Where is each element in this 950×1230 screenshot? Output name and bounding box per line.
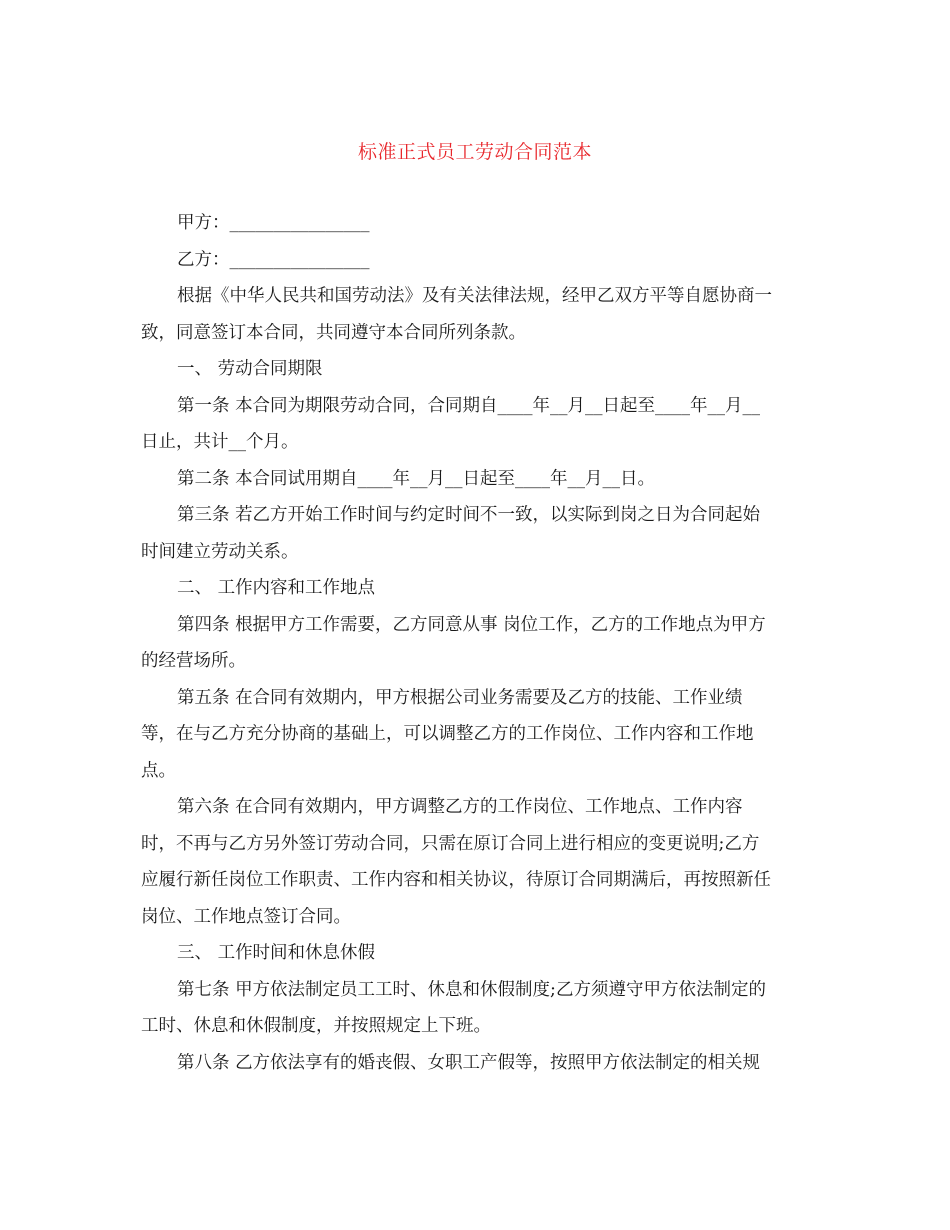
document-line: 第四条 根据甲方工作需要，乙方同意从事 岗位工作，乙方的工作地点为甲方 [177,614,766,635]
document-title: 标准正式员工劳动合同范本 [357,141,592,163]
document-line: 三、 工作时间和休息休假 [177,943,376,963]
document-line: 第五条 在合同有效期内，甲方根据公司业务需要及乙方的技能、工作业绩 [177,687,743,708]
document-line: 岗位、工作地点签订合同。 [141,906,351,927]
document-line: 致，同意签订本合同，共同遵守本合同所列条款。 [141,322,526,343]
document-line: 根据《中华人民共和国劳动法》及有关法律法规，经甲乙双方平等自愿协商一 [177,286,772,306]
document-line: 第一条 本合同为期限劳动合同，合同期自____年__月__日起至____年__月__ [177,395,761,416]
document-line: 日止，共计__个月。 [141,432,299,452]
document-line: 应履行新任岗位工作职责、工作内容和相关协议，待原订合同期满后，再按照新任 [141,870,771,890]
document-line: 第八条 乙方依法享有的婚丧假、女职工产假等，按照甲方依法制定的相关规 [177,1052,761,1073]
document-line: 第二条 本合同试用期自____年__月__日起至____年__月__日。 [177,468,656,489]
document-line: 甲方：________________ [177,213,370,233]
document-line: 第三条 若乙方开始工作时间与约定时间不一致，以实际到岗之日为合同起始 [177,505,761,525]
document-line: 时，不再与乙方另外签订劳动合同，只需在原订合同上进行相应的变更说明;乙方 [141,833,760,854]
document-line: 点。 [141,760,176,781]
document-line: 第七条 甲方依法制定员工工时、休息和休假制度;乙方须遵守甲方依法制定的 [177,979,766,1000]
document-line: 二、 工作内容和工作地点 [177,578,376,598]
document-line: 的经营场所。 [141,651,246,671]
document-line: 第六条 在合同有效期内，甲方调整乙方的工作岗位、工作地点、工作内容 [177,797,743,817]
document-line: 工时、休息和休假制度，并按照规定上下班。 [141,1016,491,1036]
document-line: 时间建立劳动关系。 [141,541,299,562]
document-line: 乙方：________________ [177,249,370,270]
document-line: 等，在与乙方充分协商的基础上，可以调整乙方的工作岗位、工作内容和工作地 [141,724,754,744]
document-body [141,205,809,1081]
document-line: 一、 劳动合同期限 [177,359,323,379]
